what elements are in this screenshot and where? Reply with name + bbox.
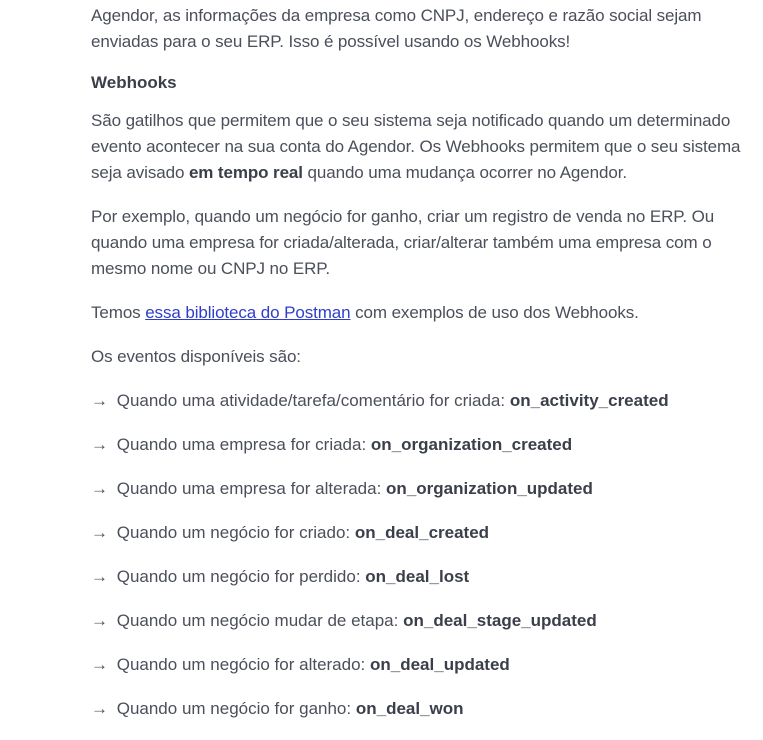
- event-item: [91, 476, 741, 502]
- event-item: [91, 652, 741, 678]
- events-intro: Os eventos disponíveis são:: [91, 347, 301, 366]
- event-code: on_deal_won: [355, 699, 464, 718]
- arrow-icon: →: [91, 567, 108, 586]
- event-code: on_organization_updated: [386, 479, 593, 498]
- example-paragraph: Por exemplo, quando um negócio for ganho, criar um registro de venda no ERP. Ou quando uma empresa for criada/alterada, criar/alterar também uma empresa com o mesmo nome ou CNPJ no ERP.: [91, 207, 715, 278]
- arrow-icon: →: [91, 655, 108, 674]
- arrow-icon: →: [91, 391, 108, 410]
- event-description: Quando uma empresa for alterada:: [112, 479, 387, 498]
- webhooks-description: [91, 108, 741, 186]
- event-item: [91, 520, 741, 546]
- event-item: [91, 432, 741, 458]
- event-code: on_organization_created: [370, 435, 573, 454]
- event-code: on_deal_created: [354, 523, 490, 542]
- arrow-icon: →: [91, 611, 108, 630]
- realtime-emphasis: em tempo real: [188, 163, 303, 182]
- event-item: [91, 388, 741, 414]
- intro-paragraph: Agendor, as informações da empresa como CNPJ, endereço e razão social sejam enviadas para o seu ERP. Isso é possível usando os Webhooks!: [91, 6, 702, 51]
- postman-library-link[interactable]: essa biblioteca do Postman: [145, 303, 351, 322]
- postman-text-start: Temos: [91, 303, 146, 322]
- webhooks-heading: Webhooks: [91, 73, 177, 92]
- event-code: on_activity_created: [509, 391, 669, 410]
- postman-text-end: com exemplos de uso dos Webhooks.: [350, 303, 639, 322]
- event-code: on_deal_updated: [370, 655, 510, 674]
- description-text: São gatilhos que permitem que o seu sistema seja notificado quando um determinado evento acontecer na sua conta do Agendor. Os Webhooks permitem que o seu sistema seja avisado: [91, 111, 741, 182]
- event-description: Quando uma empresa for criada:: [112, 435, 371, 454]
- event-code: on_deal_stage_updated: [403, 611, 597, 630]
- article-content: [91, 3, 741, 740]
- description-text-end: quando uma mudança ocorrer no Agendor.: [302, 163, 627, 182]
- arrow-icon: →: [91, 523, 108, 542]
- event-description: Quando um negócio for ganho:: [112, 699, 356, 718]
- postman-paragraph: [91, 300, 741, 326]
- event-item: [91, 564, 741, 590]
- arrow-icon: →: [91, 699, 108, 718]
- event-description: Quando um negócio for alterado:: [112, 655, 370, 674]
- event-item: [91, 608, 741, 634]
- arrow-icon: →: [91, 435, 108, 454]
- event-code: on_deal_lost: [365, 567, 470, 586]
- event-description: Quando um negócio for perdido:: [112, 567, 366, 586]
- event-description: Quando um negócio for criado:: [112, 523, 355, 542]
- events-list: [91, 388, 741, 722]
- event-description: Quando um negócio mudar de etapa:: [112, 611, 404, 630]
- arrow-icon: →: [91, 479, 108, 498]
- event-item: [91, 696, 741, 722]
- event-description: Quando uma atividade/tarefa/comentário for criada:: [112, 391, 510, 410]
